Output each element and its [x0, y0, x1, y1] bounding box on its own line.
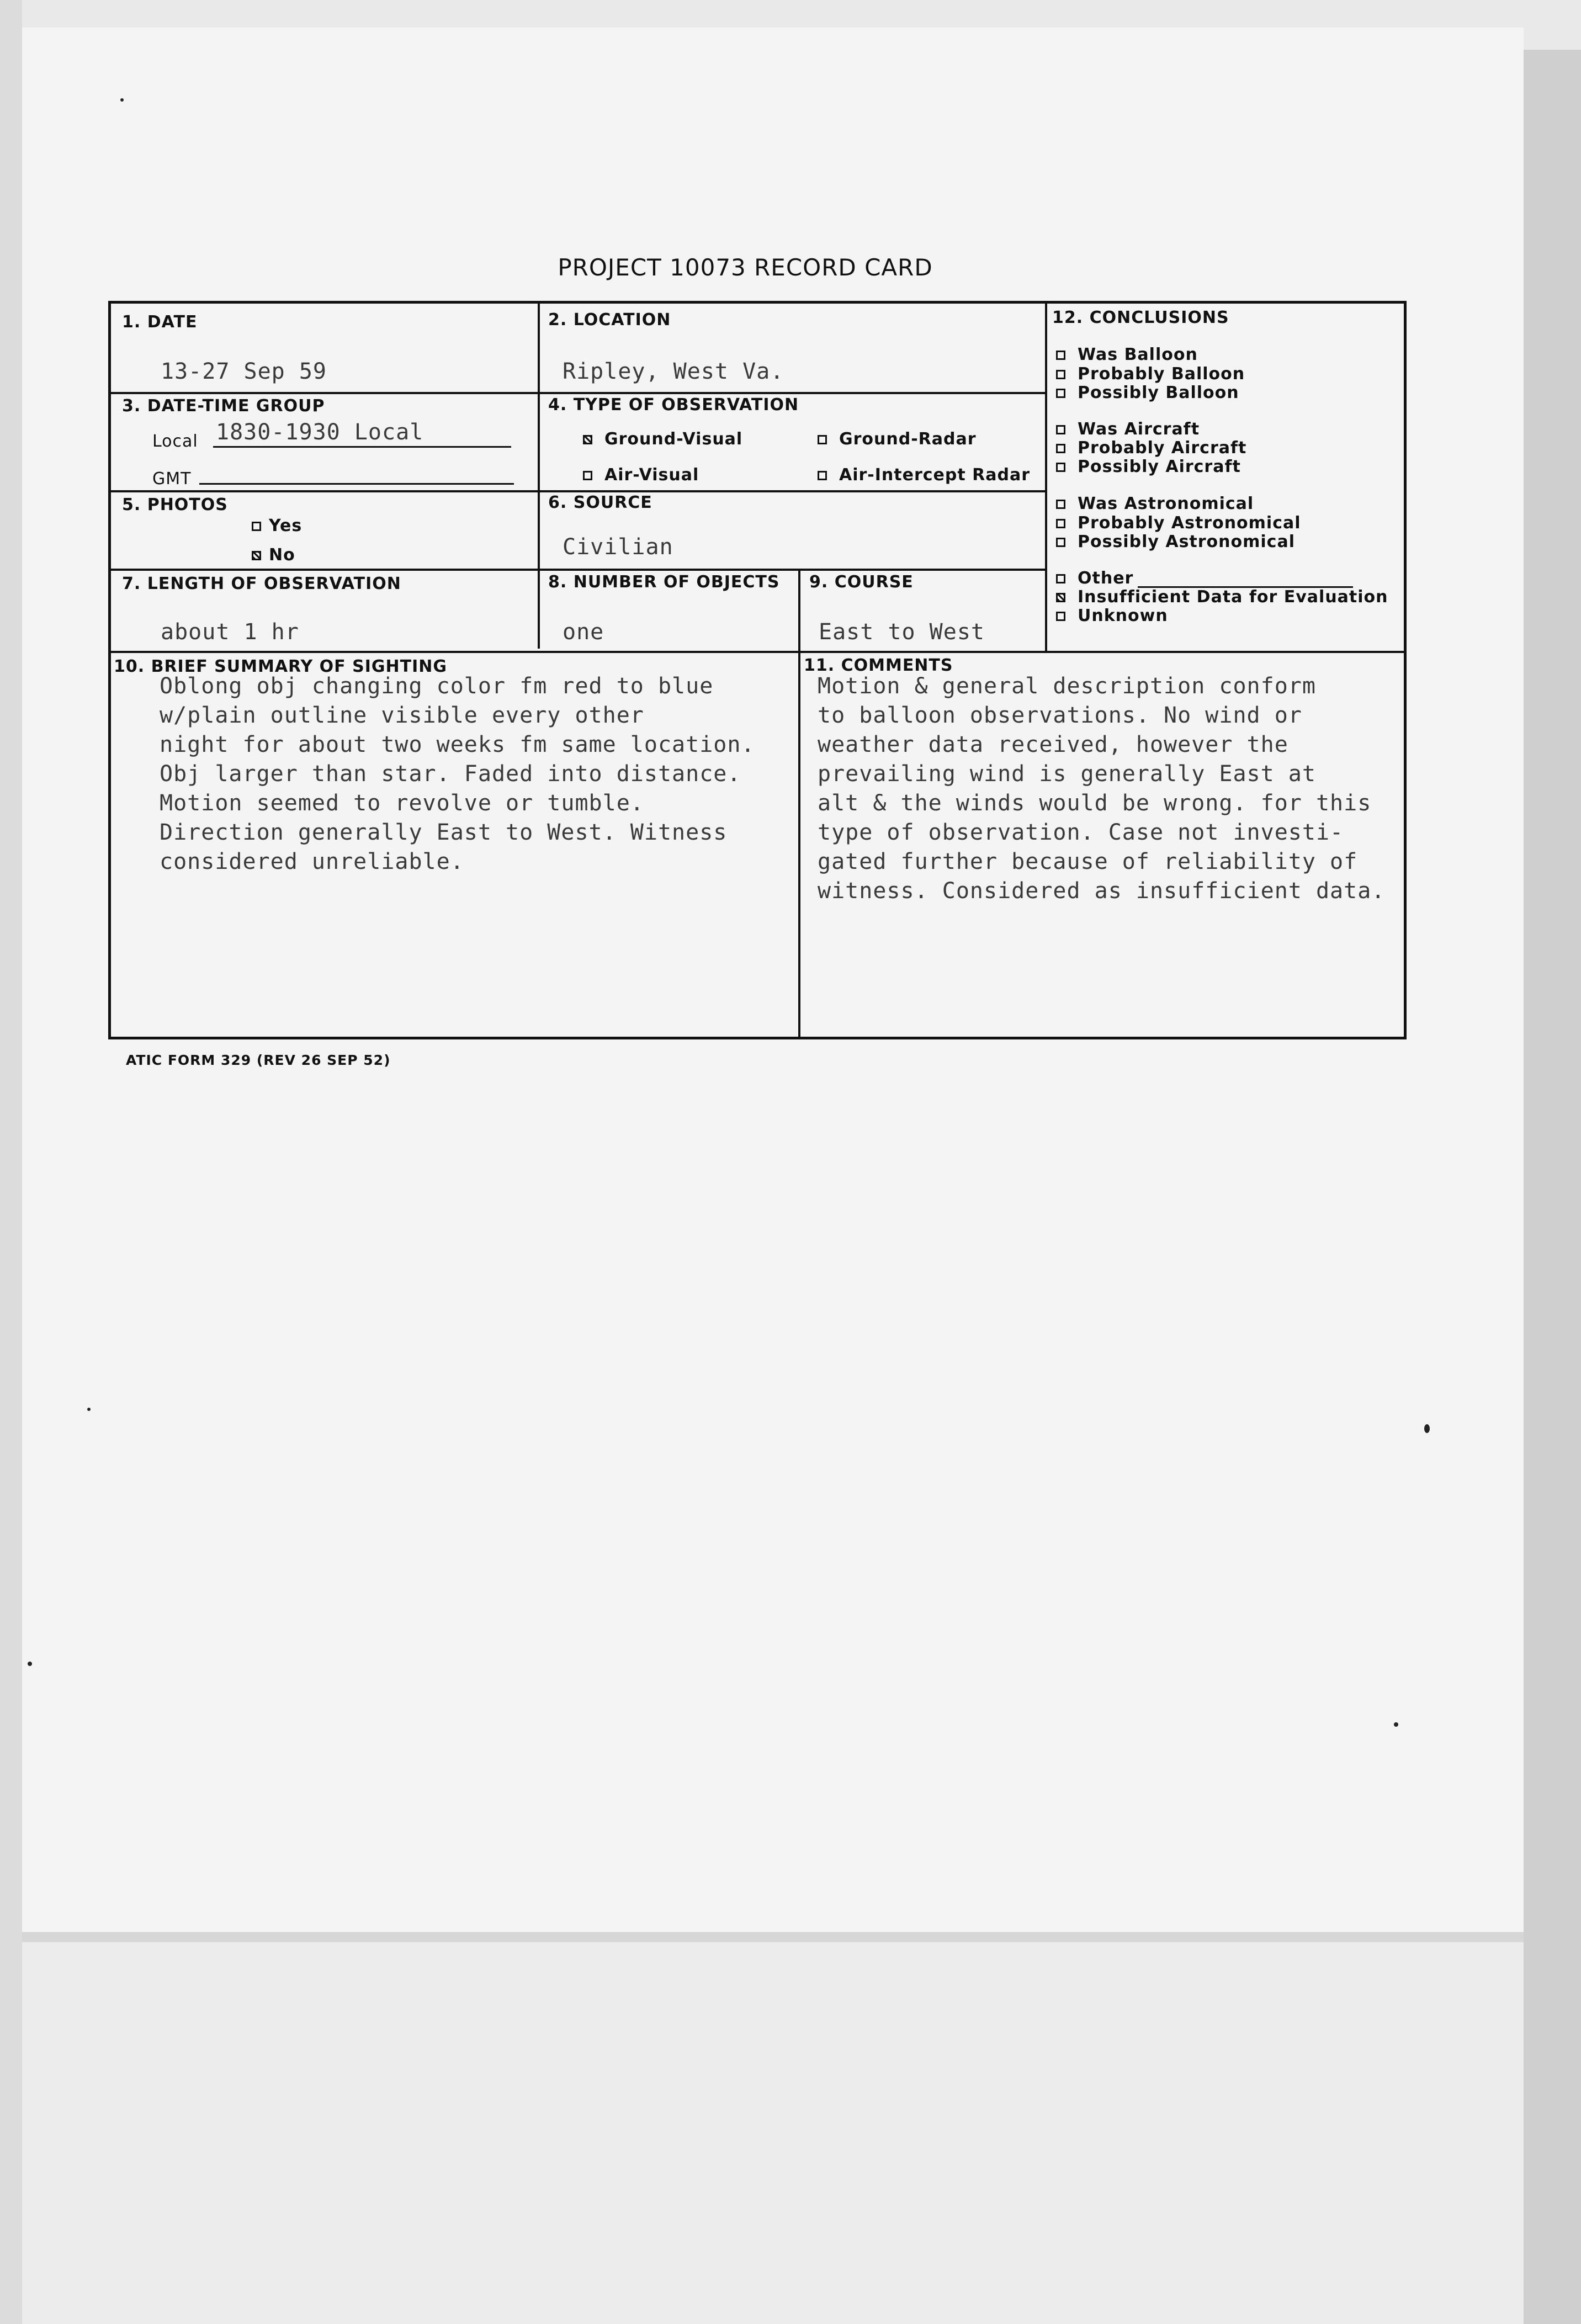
- conclusion-label: Was Aircraft: [1078, 420, 1200, 439]
- conclusion-checkbox[interactable]: [1056, 500, 1065, 509]
- photos-yes-checkbox[interactable]: [252, 522, 261, 531]
- air-visual-label: Air-Visual: [604, 465, 699, 485]
- ground-visual-label: Ground-Visual: [604, 429, 743, 449]
- source-value: Civilian: [563, 534, 673, 560]
- conclusion-checkbox[interactable]: [1056, 351, 1065, 360]
- conclusion-label: Other: [1078, 569, 1134, 588]
- film-speck: [87, 1408, 91, 1411]
- gmt-label: GMT: [152, 469, 192, 489]
- length-value: about 1 hr: [161, 619, 299, 645]
- date-value: 13-27 Sep 59: [161, 359, 327, 384]
- length-label: 7. LENGTH OF OBSERVATION: [122, 574, 401, 593]
- photos-no-checkbox[interactable]: [252, 551, 261, 560]
- divider-h3: [111, 569, 1045, 571]
- number-objects-label: 8. NUMBER OF OBJECTS: [548, 572, 780, 592]
- divider-v2: [1045, 304, 1047, 653]
- typed-line: gated further because of reliability of: [818, 849, 1358, 874]
- typed-line: w/plain outline visible every other: [160, 703, 644, 728]
- conclusion-checkbox[interactable]: [1056, 538, 1065, 547]
- local-underline: [213, 446, 511, 448]
- conclusion-label: Possibly Astronomical: [1078, 532, 1295, 551]
- conclusion-checkbox[interactable]: [1056, 444, 1065, 453]
- course-value: East to West: [819, 619, 985, 645]
- conclusion-option[interactable]: [1056, 457, 1241, 476]
- conclusion-option[interactable]: [1056, 438, 1246, 458]
- gmt-underline: [199, 483, 514, 485]
- course-label: 9. COURSE: [809, 572, 914, 592]
- conclusion-label: Probably Astronomical: [1078, 513, 1301, 533]
- typed-line: weather data received, however the: [818, 732, 1288, 757]
- divider-v4: [798, 652, 800, 1037]
- film-speck: [120, 98, 124, 102]
- comments-label: 11. COMMENTS: [804, 656, 953, 675]
- film-edge-left: [0, 0, 22, 2324]
- conclusion-option[interactable]: [1056, 364, 1245, 384]
- conclusion-label: Probably Aircraft: [1078, 438, 1247, 458]
- divider-h4: [111, 651, 1404, 653]
- location-label: 2. LOCATION: [548, 310, 671, 330]
- conclusion-checkbox[interactable]: [1056, 612, 1065, 621]
- typed-line: to balloon observations. No wind or: [818, 703, 1302, 728]
- conclusion-option[interactable]: [1056, 383, 1239, 402]
- card-title: PROJECT 10073 RECORD CARD: [558, 254, 933, 281]
- film-speck: [1424, 1424, 1430, 1433]
- conclusion-checkbox[interactable]: [1056, 593, 1065, 602]
- conclusion-option[interactable]: [1056, 513, 1301, 533]
- conclusion-option[interactable]: [1056, 569, 1353, 588]
- lower-sheet: [22, 1943, 1524, 2324]
- typed-line: night for about two weeks fm same location.: [160, 732, 755, 757]
- photos-no[interactable]: [252, 545, 295, 565]
- conclusions-label: 12. CONCLUSIONS: [1052, 308, 1229, 327]
- typed-line: Direction generally East to West. Witness: [160, 820, 728, 845]
- divider-h1: [111, 392, 1045, 394]
- divider-v1: [538, 304, 540, 649]
- conclusion-option[interactable]: [1056, 587, 1388, 607]
- option-air-visual[interactable]: [583, 465, 699, 485]
- typed-line: Motion seemed to revolve or tumble.: [160, 790, 644, 816]
- conclusion-label: Was Astronomical: [1078, 494, 1254, 513]
- ground-radar-label: Ground-Radar: [839, 429, 977, 449]
- option-ground-radar[interactable]: [818, 429, 977, 449]
- photos-yes[interactable]: [252, 516, 302, 535]
- conclusion-label: Was Balloon: [1078, 345, 1198, 364]
- conclusion-checkbox[interactable]: [1056, 389, 1065, 398]
- conclusion-option[interactable]: [1056, 494, 1254, 513]
- typed-line: type of observation. Case not investi-: [818, 820, 1344, 845]
- typed-line: witness. Considered as insufficient data.: [818, 878, 1386, 904]
- number-objects-value: one: [563, 619, 604, 645]
- ground-visual-checkbox[interactable]: [583, 435, 592, 444]
- location-value: Ripley, West Va.: [563, 359, 784, 384]
- conclusion-checkbox[interactable]: [1056, 519, 1065, 528]
- form-footer: ATIC FORM 329 (REV 26 SEP 52): [126, 1052, 391, 1068]
- film-speck: [28, 1662, 32, 1666]
- source-label: 6. SOURCE: [548, 493, 652, 512]
- conclusion-option[interactable]: [1056, 345, 1198, 364]
- conclusion-label: Unknown: [1078, 606, 1168, 625]
- conclusion-label: Probably Balloon: [1078, 364, 1245, 384]
- typed-line: considered unreliable.: [160, 849, 464, 874]
- option-air-intercept-radar[interactable]: [818, 465, 1030, 485]
- conclusion-option[interactable]: [1056, 532, 1295, 551]
- conclusion-checkbox[interactable]: [1056, 370, 1065, 379]
- divider-h2: [111, 490, 1045, 492]
- option-ground-visual[interactable]: [583, 429, 742, 449]
- conclusion-label: Insufficient Data for Evaluation: [1078, 587, 1388, 607]
- typed-line: alt & the winds would be wrong. for this: [818, 790, 1372, 816]
- photos-no-label: No: [269, 545, 295, 565]
- local-time-value: 1830-1930 Local: [216, 420, 424, 445]
- typed-line: Motion & general description conform: [818, 673, 1316, 699]
- film-edge-right: [1524, 50, 1581, 2324]
- air-intercept-radar-checkbox[interactable]: [818, 471, 827, 480]
- typed-line: Obj larger than star. Faded into distance.: [160, 761, 741, 787]
- conclusion-label: Possibly Aircraft: [1078, 457, 1241, 476]
- photos-yes-label: Yes: [269, 516, 303, 535]
- conclusion-option[interactable]: [1056, 606, 1168, 625]
- photos-label: 5. PHOTOS: [122, 495, 228, 514]
- local-label: Local: [152, 432, 198, 451]
- type-observation-label: 4. TYPE OF OBSERVATION: [548, 395, 799, 415]
- conclusion-option[interactable]: [1056, 420, 1200, 439]
- summary-label: 10. BRIEF SUMMARY OF SIGHTING: [114, 657, 447, 676]
- air-visual-checkbox[interactable]: [583, 471, 592, 480]
- date-label: 1. DATE: [122, 312, 198, 332]
- typed-line: Oblong obj changing color fm red to blue: [160, 673, 714, 699]
- conclusion-checkbox[interactable]: [1056, 574, 1065, 583]
- date-time-group-label: 3. DATE-TIME GROUP: [122, 396, 325, 416]
- air-intercept-radar-label: Air-Intercept Radar: [839, 465, 1030, 485]
- typed-line: prevailing wind is generally East at: [818, 761, 1316, 787]
- divider-v3: [798, 570, 800, 651]
- conclusion-checkbox[interactable]: [1056, 425, 1065, 434]
- film-speck: [1394, 1722, 1398, 1727]
- conclusion-checkbox[interactable]: [1056, 463, 1065, 472]
- record-card: [108, 301, 1407, 1039]
- ground-radar-checkbox[interactable]: [818, 435, 827, 444]
- conclusion-label: Possibly Balloon: [1078, 383, 1239, 402]
